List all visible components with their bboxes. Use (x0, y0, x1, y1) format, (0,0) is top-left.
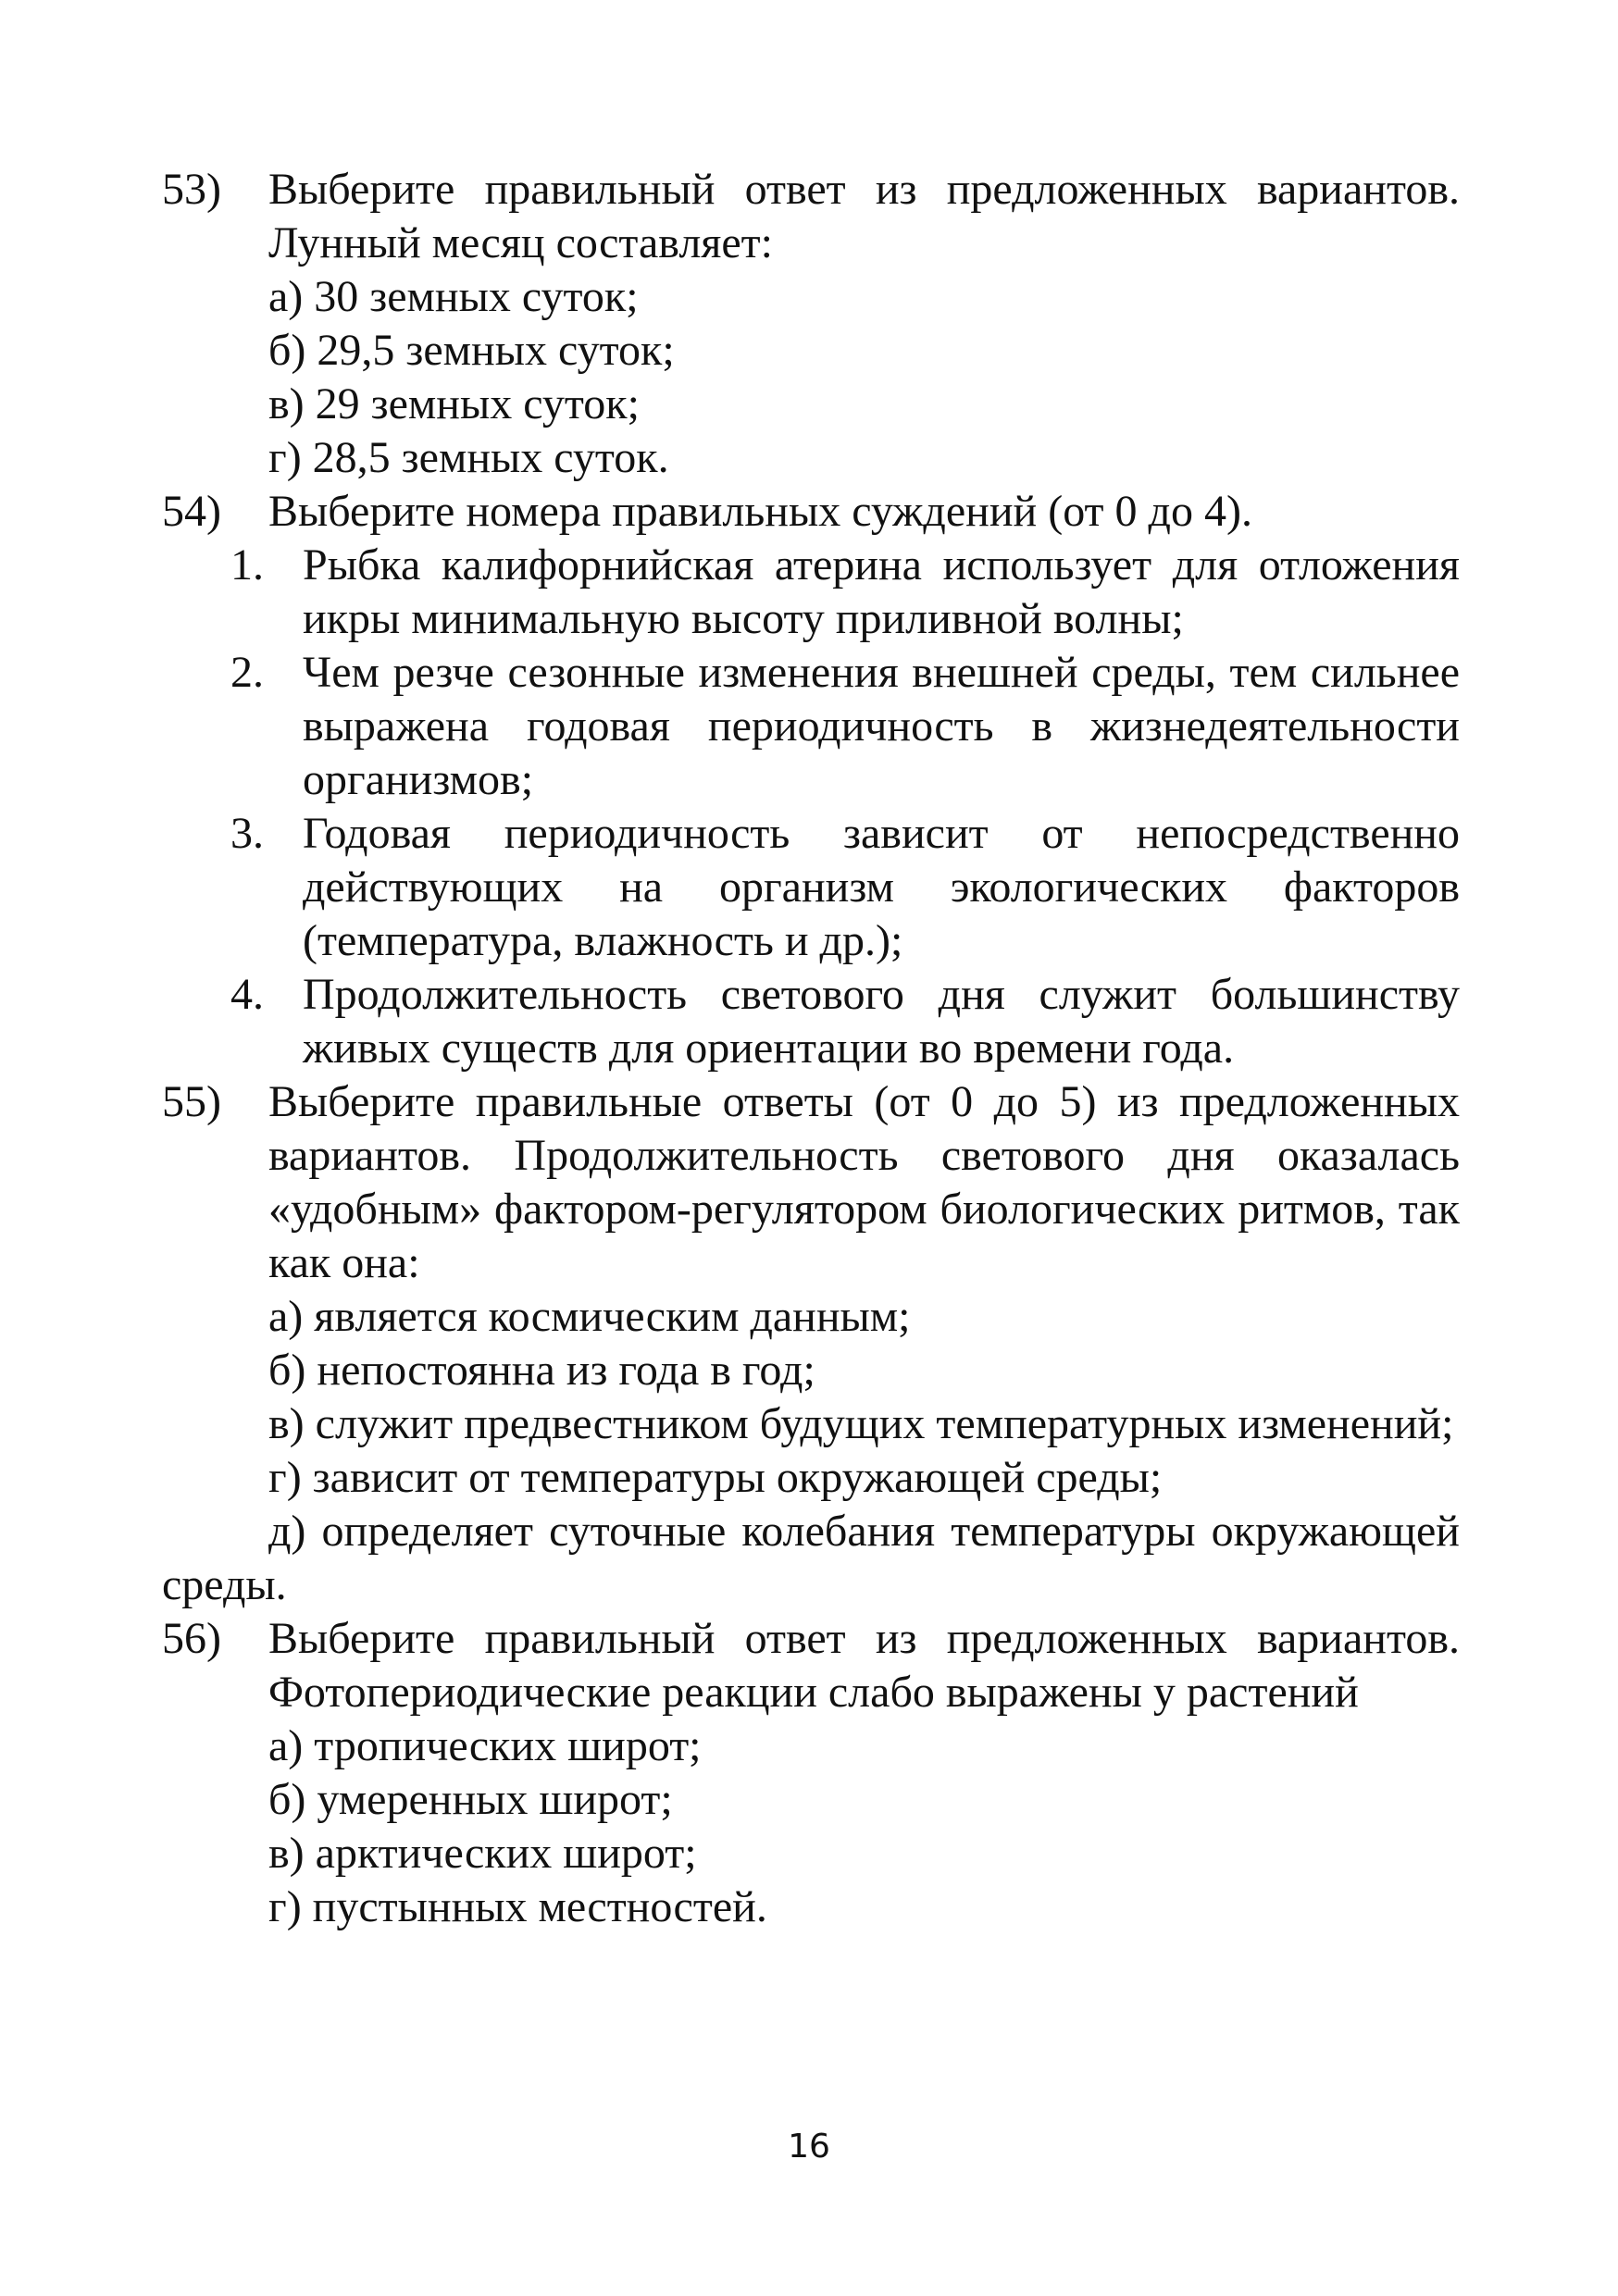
statement-text: Рыбка калифорнийская атерина использует для отложения икры минимальную высоту приливной волны; (303, 540, 1460, 643)
statement-number: 4. (230, 970, 264, 1019)
answer-option: б) умеренных широт; (268, 1775, 673, 1824)
answer-option: в) служит предвестником будущих температурных изменений; (268, 1399, 1454, 1448)
answer-option: б) 29,5 земных суток; (268, 326, 675, 375)
question-number: 56) (162, 1614, 221, 1663)
question-number: 54) (162, 487, 221, 536)
question-53 (162, 163, 1460, 270)
statement-item (162, 807, 1460, 968)
statement-text: Годовая периодичность зависит от непосредственно действующих на организм экологических факторов (температура, влажность и др.); (303, 809, 1460, 965)
answer-option: г) пустынных местностей. (268, 1882, 767, 1931)
statement-item (162, 539, 1460, 646)
statement-list (162, 539, 1460, 1075)
question-text: Выберите номера правильных суждений (от 0 до 4). (268, 487, 1252, 536)
answer-option: а) тропических широт; (268, 1721, 702, 1770)
question-text: Выберите правильный ответ из предложенных вариантов. Фотопериодические реакции слабо выражены у растений (268, 1614, 1460, 1717)
statement-number: 3. (230, 809, 264, 858)
question-54 (162, 485, 1460, 539)
answer-option: а) 30 земных суток; (268, 272, 639, 321)
statement-text: Продолжительность светового дня служит большинству живых существ для ориентации во времени года. (303, 970, 1460, 1073)
answer-option: г) зависит от температуры окружающей среды; (268, 1453, 1163, 1502)
question-56 (162, 1612, 1460, 1719)
answer-option: г) 28,5 земных суток. (268, 433, 669, 482)
page-number: 16 (788, 2128, 830, 2166)
answer-option: а) является космическим данным; (268, 1292, 911, 1341)
answer-option: б) непостоянна из года в год; (268, 1346, 815, 1395)
questions-content (162, 163, 1460, 1934)
statement-text: Чем резче сезонные изменения внешней среды, тем сильнее выражена годовая периодичность в жизнедеятельности организмов; (303, 648, 1460, 804)
answer-option: в) арктических широт; (268, 1829, 697, 1878)
statement-number: 2. (230, 648, 264, 697)
question-number: 53) (162, 165, 221, 214)
statement-item (162, 968, 1460, 1075)
question-number: 55) (162, 1077, 221, 1126)
statement-number: 1. (230, 540, 264, 590)
question-55 (162, 1075, 1460, 1290)
question-text: Выберите правильный ответ из предложенных вариантов. Лунный месяц составляет: (268, 165, 1460, 267)
question-text: Выберите правильные ответы (от 0 до 5) из предложенных вариантов. Продолжительность светового дня оказалась «удобным» фактором-регулятором биологических ритмов, так как она: (268, 1077, 1460, 1287)
answer-option: д) определяет суточные колебания температуры окружающей среды. (162, 1507, 1460, 1609)
answer-option: в) 29 земных суток; (268, 379, 640, 428)
statement-item (162, 646, 1460, 807)
